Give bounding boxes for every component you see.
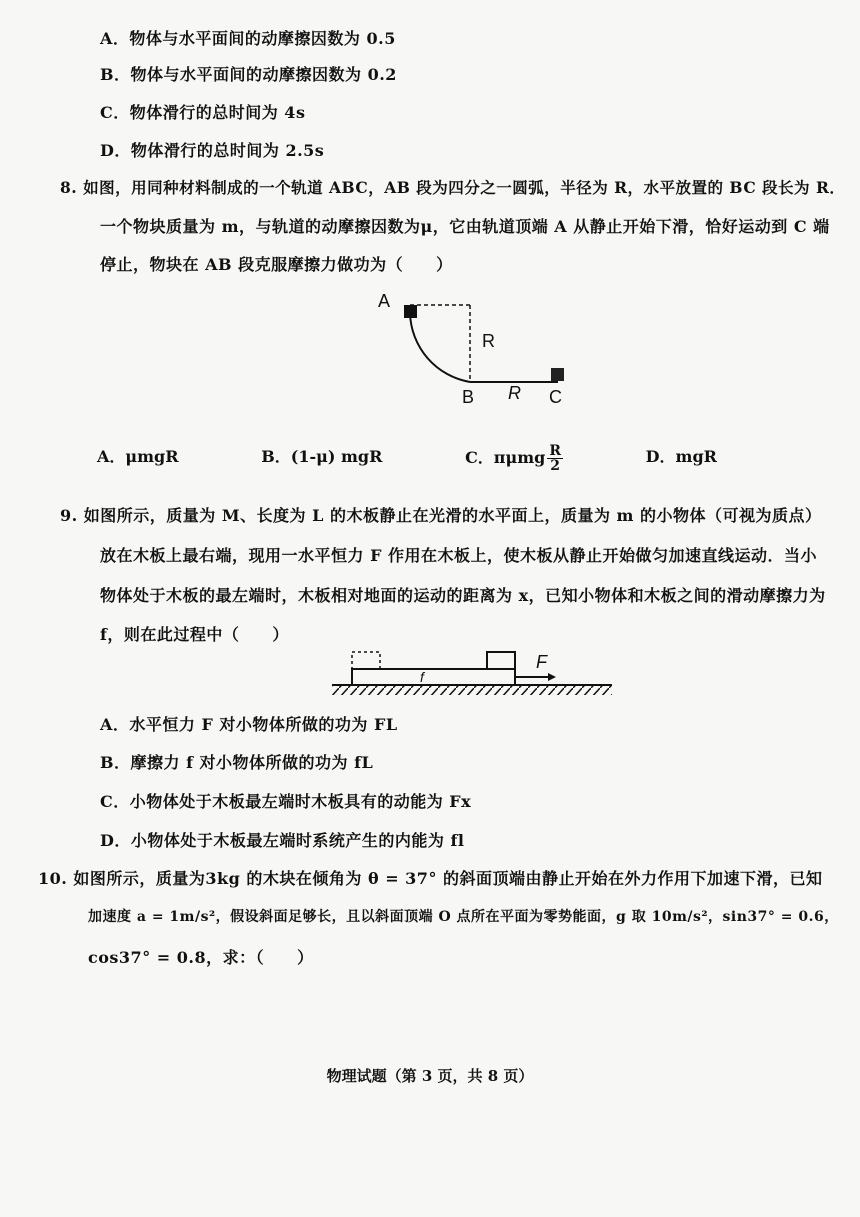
q8-option-c-fraction [547, 444, 563, 473]
q8-option-d: D．mgR [645, 447, 717, 466]
q9-stem-line1: 9. 如图所示，质量为 M、长度为 L 的木板静止在光滑的水平面上，质量为 m 的小物体（可视为质点） [60, 506, 822, 525]
q8-option-c-prefix: C．πμmg [465, 448, 546, 467]
q8-option-b: B．(1-μ) mgR [261, 447, 383, 466]
q10-stem-line1: 10. 如图所示，质量为3kg 的木块在倾角为 θ = 37° 的斜面顶端由静止开始在外力作用下加速下滑，已知 [38, 869, 823, 888]
q8-label-r-vertical: R [482, 331, 495, 351]
q9-option-b: B．摩擦力 f 对小物体所做的功为 fL [100, 753, 374, 772]
q7-option-d: D．物体滑行的总时间为 2.5s [100, 141, 325, 160]
q9-option-a: A．水平恒力 F 对小物体所做的功为 FL [100, 715, 398, 734]
q8-stem-line3: 停止，物块在 AB 段克服摩擦力做功为（ ） [100, 255, 453, 274]
q9-stem-line4: f，则在此过程中（ ） [100, 625, 289, 644]
page-footer: 物理试题（第 3 页，共 8 页） [326, 1067, 534, 1085]
q8-label-a: A [378, 291, 391, 311]
q8-track-figure [370, 285, 580, 410]
q9-board [352, 669, 515, 685]
q9-ground-hatch [332, 685, 612, 695]
q9-stem-line3: 物体处于木板的最左端时，木板相对地面的运动的距离为 x，已知小物体和木板之间的滑动摩擦力为 [100, 586, 826, 605]
q9-label-f-force: F [536, 652, 547, 672]
q9-option-c: C．小物体处于木板最左端时木板具有的动能为 Fx [100, 792, 472, 811]
q9-small-block [487, 652, 515, 669]
q9-board-figure [330, 648, 620, 703]
q9-stem-line2: 放在木板上最右端，现用一水平恒力 F 作用在木板上，使木板从静止开始做匀加速直线运动．当小 [100, 546, 818, 565]
q8-option-c [465, 444, 563, 473]
q8-stem-line1: 8. 如图，用同种材料制成的一个轨道 ABC，AB 段为四分之一圆弧，半径为 R，水平放置的 BC 段长为 R． [60, 178, 846, 197]
q8-option-c-numerator: R [549, 443, 561, 459]
q8-block-at-a [404, 305, 417, 318]
q8-option-c-denominator: 2 [550, 458, 561, 474]
q7-option-c: C．物体滑行的总时间为 4s [100, 103, 306, 122]
q8-arc-ab [410, 313, 470, 382]
q10-stem-line2: 加速度 a = 1m/s²，假设斜面足够长，且以斜面顶端 O 点所在平面为零势能面，g 取 10m/s²，sin37° = 0.6， [88, 909, 839, 925]
q7-option-a: A．物体与水平面间的动摩擦因数为 0.5 [100, 29, 396, 48]
q8-label-r-horizontal: R [508, 383, 521, 403]
q7-option-b: B．物体与水平面间的动摩擦因数为 0.2 [100, 65, 397, 84]
q8-label-b: B [462, 387, 475, 407]
q9-final-block-position [352, 652, 380, 669]
q8-options [97, 444, 717, 473]
q9-force-arrowhead [548, 673, 556, 681]
q8-block-at-c [551, 368, 564, 381]
q10-stem-line3: cos37° = 0.8，求：（ ） [88, 948, 314, 967]
q9-option-d: D．小物体处于木板最左端时系统产生的内能为 fl [100, 831, 465, 850]
q8-option-a: A．μmgR [97, 447, 179, 466]
q8-label-c: C [549, 387, 562, 407]
q8-stem-line2: 一个物块质量为 m，与轨道的动摩擦因数为μ，它由轨道顶端 A 从静止开始下滑，恰好运动到 C 端 [100, 217, 830, 236]
q9-label-f-friction: f [420, 669, 424, 685]
